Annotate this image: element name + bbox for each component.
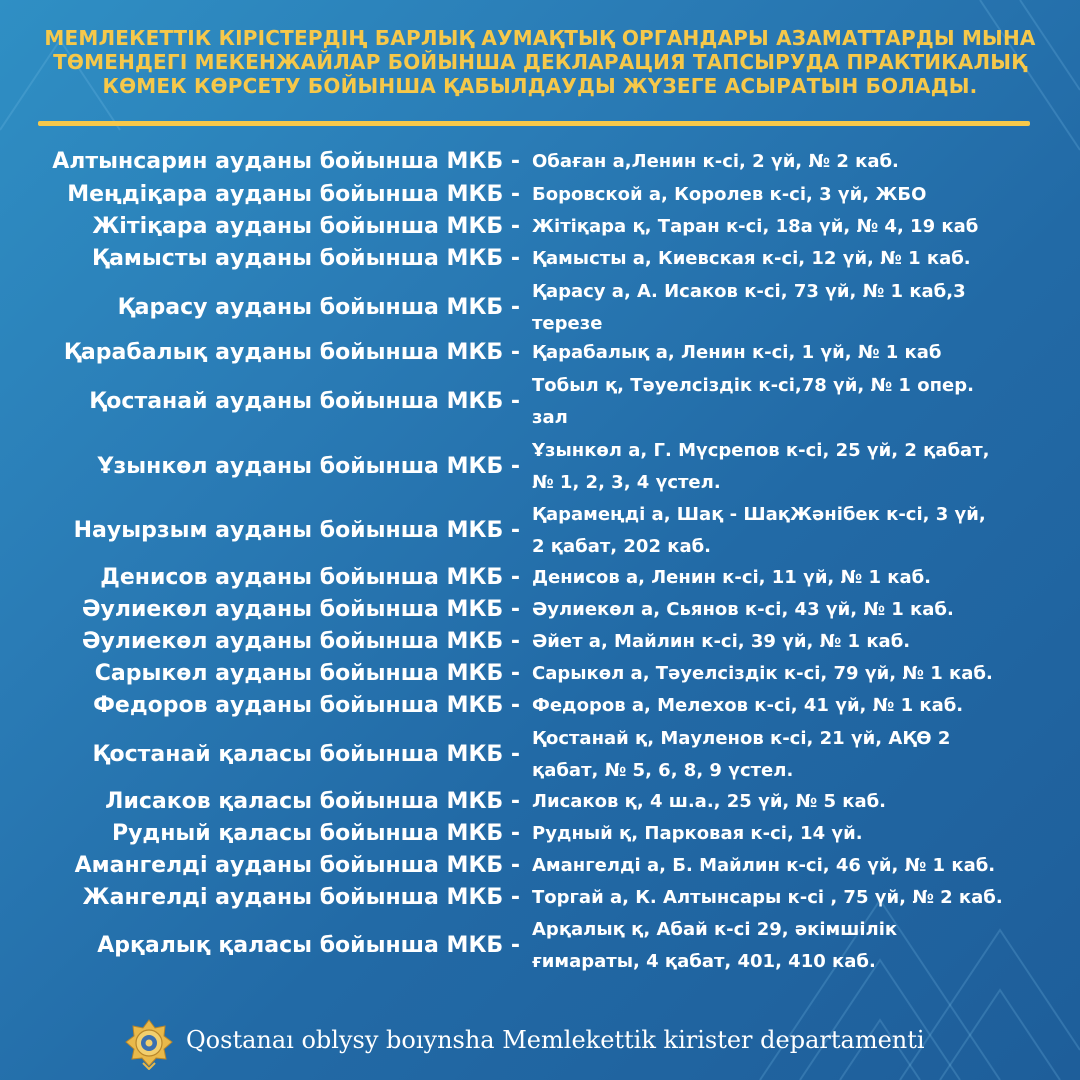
office-address-line: Тобыл қ, Тәуелсіздік к-сі,78 үй, № 1 опер. [532, 375, 974, 396]
office-row [0, 500, 1080, 562]
office-address-line: қабат, № 5, 6, 8, 9 үстел. [532, 760, 794, 781]
office-row [0, 147, 1080, 179]
office-district: Әулиекөл ауданы бойынша МКБ - [81, 597, 520, 622]
office-district: Амангелді ауданы бойынша МКБ - [74, 853, 520, 878]
office-row [0, 180, 1080, 212]
office-address-line: Рудный қ, Парковая к-сі, 14 үй. [532, 823, 863, 844]
office-district: Қарасу ауданы бойынша МКБ - [117, 295, 520, 320]
office-row [0, 277, 1080, 339]
office-row [0, 436, 1080, 498]
office-address-line: Сарыкөл а, Тәуелсіздік к-сі, 79 үй, № 1 каб. [532, 663, 993, 684]
office-address-line: зал [532, 407, 568, 428]
office-row [0, 724, 1080, 786]
office-district: Меңдіқара ауданы бойынша МКБ - [67, 182, 520, 207]
office-row [0, 244, 1080, 276]
header-line-3: КӨМЕК КӨРСЕТУ БОЙЫНША ҚАБЫЛДАУДЫ ЖҮЗЕГЕ АСЫРАТЫН БОЛАДЫ. [102, 74, 978, 98]
office-address-line: Федоров а, Мелехов к-сі, 41 үй, № 1 каб. [532, 695, 964, 716]
office-district: Қарабалық ауданы бойынша МКБ - [63, 340, 520, 365]
office-district: Жангелді ауданы бойынша МКБ - [82, 885, 520, 910]
office-district: Лисаков қаласы бойынша МКБ - [105, 789, 520, 814]
office-address-line: Амангелді а, Б. Майлин к-сі, 46 үй, № 1 каб. [532, 855, 996, 876]
department-name: Qostanaı oblysy boıynsha Memlekettik kirister departamenti [186, 1026, 925, 1054]
office-district: Арқалық қаласы бойынша МКБ - [97, 933, 520, 958]
office-address-line: Денисов а, Ленин к-сі, 11 үй, № 1 каб. [532, 567, 932, 588]
office-row [0, 819, 1080, 851]
office-district: Қостанай қаласы бойынша МКБ - [92, 742, 520, 767]
office-address-line: ғимараты, 4 қабат, 401, 410 каб. [532, 951, 876, 972]
office-row [0, 915, 1080, 977]
office-address-line: Қарабалық а, Ленин к-сі, 1 үй, № 1 каб [532, 342, 942, 363]
office-row [0, 338, 1080, 370]
office-address-line: Әулиекөл а, Сьянов к-сі, 43 үй, № 1 каб. [532, 599, 954, 620]
office-district: Алтынсарин ауданы бойынша МКБ - [52, 149, 520, 174]
office-address-line: Торгай а, К. Алтынсары к-сі , 75 үй, № 2 каб. [532, 887, 1003, 908]
office-address-line: терезе [532, 313, 603, 334]
footer [0, 1012, 1080, 1072]
office-row [0, 691, 1080, 723]
office-row [0, 595, 1080, 627]
office-district: Ұзынкөл ауданы бойынша МКБ - [97, 454, 520, 479]
office-address-line: Қостанай қ, Мауленов к-сі, 21 үй, АҚӨ 2 [532, 728, 951, 749]
office-address-line: Лисаков қ, 4 ш.а., 25 үй, № 5 каб. [532, 791, 887, 812]
office-district: Науырзым ауданы бойынша МКБ - [73, 518, 520, 543]
office-row [0, 627, 1080, 659]
office-address-line: Арқалық қ, Абай к-сі 29, әкімшілік [532, 919, 898, 940]
office-district: Денисов ауданы бойынша МКБ - [100, 565, 520, 590]
office-district: Рудный қаласы бойынша МКБ - [111, 821, 520, 846]
office-row [0, 212, 1080, 244]
office-address-line: Қарамеңді а, Шақ - ШақЖәнібек к-сі, 3 үй, [532, 504, 986, 525]
office-row [0, 883, 1080, 915]
header-line-1: МЕМЛЕКЕТТІК КІРІСТЕРДІҢ БАРЛЫҚ АУМАҚТЫҚ ОРГАНДАРЫ АЗАМАТТАРДЫ МЫНА [44, 26, 1036, 50]
office-district: Әулиекөл ауданы бойынша МКБ - [81, 629, 520, 654]
state-revenue-emblem-icon [124, 1018, 174, 1070]
office-district: Федоров ауданы бойынша МКБ - [93, 693, 520, 718]
office-address-line: Қамысты а, Киевская к-сі, 12 үй, № 1 каб. [532, 248, 971, 269]
office-address-line: Обаған а,Ленин к-сі, 2 үй, № 2 каб. [532, 151, 899, 172]
office-row [0, 563, 1080, 595]
office-district: Сарыкөл ауданы бойынша МКБ - [94, 661, 520, 686]
office-row [0, 851, 1080, 883]
office-address-line: Қарасу а, А. Исаков к-сі, 73 үй, № 1 каб,3 [532, 281, 966, 302]
office-district: Қостанай ауданы бойынша МКБ - [89, 389, 520, 414]
office-district: Қамысты ауданы бойынша МКБ - [92, 246, 520, 271]
office-address-line: 2 қабат, 202 каб. [532, 536, 712, 557]
header-line-2: ТӨМЕНДЕГІ МЕКЕНЖАЙЛАР БОЙЫНША ДЕКЛАРАЦИЯ ТАПСЫРУДА ПРАКТИКАЛЫҚ [53, 50, 1027, 74]
office-row [0, 659, 1080, 691]
office-address-line: Әйет а, Майлин к-сі, 39 үй, № 1 каб. [532, 631, 911, 652]
office-district: Жітіқара ауданы бойынша МКБ - [92, 214, 520, 239]
office-address-line: Боровской а, Королев к-сі, 3 үй, ЖБО [532, 184, 927, 205]
office-address-line: Ұзынкөл а, Г. Мүсрепов к-сі, 25 үй, 2 қабат, [532, 440, 990, 461]
office-address-line: Жітіқара қ, Таран к-сі, 18а үй, № 4, 19 каб [532, 216, 979, 237]
office-address-line: № 1, 2, 3, 4 үстел. [532, 472, 721, 493]
office-row [0, 787, 1080, 819]
office-row [0, 371, 1080, 433]
